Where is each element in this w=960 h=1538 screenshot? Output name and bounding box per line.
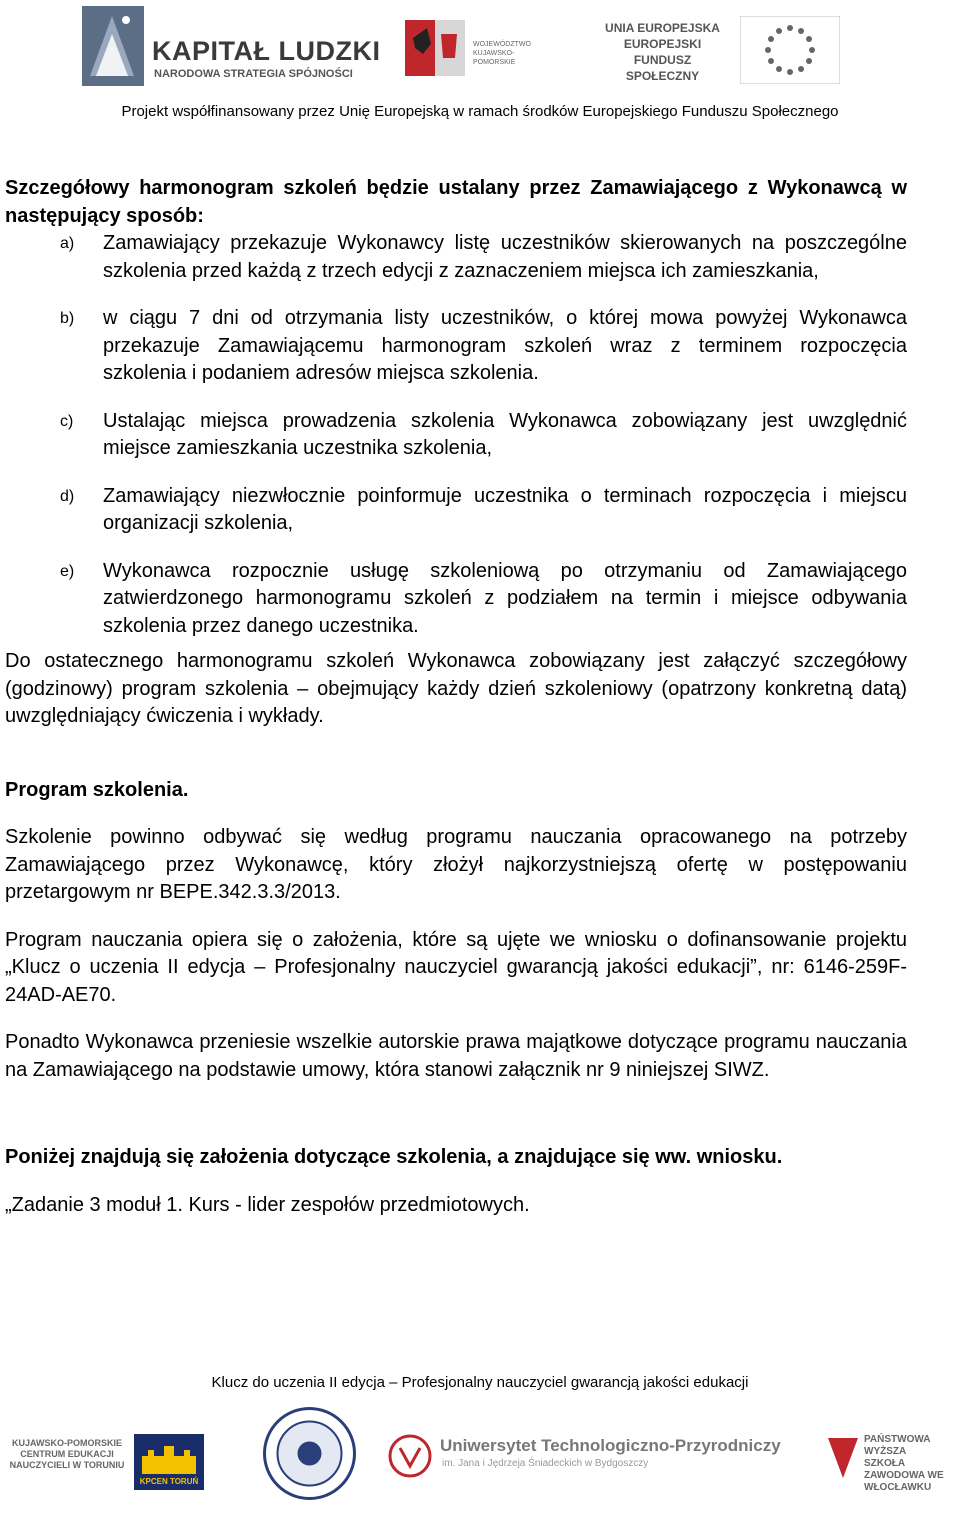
eu-line-1: UNIA EUROPEJSKA xyxy=(605,21,720,35)
list-item-e xyxy=(5,558,907,641)
list-item-d xyxy=(5,483,907,538)
header-tagline: Projekt współfinansowany przez Unię Europejską w ramach środków Europejskiego Funduszu Społecznego xyxy=(121,103,839,120)
kpcen-torun-logo xyxy=(134,1434,204,1490)
pwsz-mark-icon xyxy=(828,1438,858,1478)
assumptions-heading: Poniżej znajdują się założenia dotyczące szkolenia, a znajdujące się ww. wniosku. xyxy=(5,1146,783,1168)
umk-seal-logo xyxy=(262,1406,357,1501)
list-item-b xyxy=(5,305,907,388)
list-item-c xyxy=(5,408,907,463)
utp-name: Uniwersytet Technologiczno-Przyrodniczy xyxy=(440,1436,781,1455)
program-paragraph-2: Program nauczania opiera się o założenia, które są ujęte we wniosku o dofinansowanie projektu „Klucz o uczenia II edycja – Profesjonalny nauczyciel gwarancją jakości edukacji”, nr: 6146-259F-24AD-AE70. xyxy=(5,928,907,1006)
list-item-text: Zamawiający niezwłocznie poinformuje uczestnika o terminach rozpoczęcia i miejscu organizacji szkolenia, xyxy=(103,484,907,534)
pwsz-logo xyxy=(828,1434,948,1504)
eu-logo-text xyxy=(600,20,725,84)
kapital-ludzki-mark-icon xyxy=(82,6,144,86)
umk-seal-icon xyxy=(262,1406,357,1501)
list-item-text: Zamawiający przekazuje Wykonawcy listę uczestników skierowanych na poszczególne szkolenia przed każdą z trzech edycji z zaznaczeniem miejsca ich zamieszkania, xyxy=(103,232,907,282)
kpcen-center-logo-text: KUJAWSKO-POMORSKIE CENTRUM EDUKACJI NAUCZYCIELI W TORUNIU xyxy=(9,1438,125,1470)
document-body xyxy=(5,175,907,1219)
region-logo xyxy=(405,14,555,86)
program-paragraph-3: Ponadto Wykonawca przeniesie wszelkie autorskie prawa majątkowe dotyczące programu nauczania na Zamawiającego na podstawie umowy, która stanowi załącznik nr 9 niniejszej SIWZ. xyxy=(5,1031,907,1081)
kpcen-center-logo xyxy=(8,1438,126,1498)
eu-line-2: EUROPEJSKI xyxy=(623,37,702,51)
kapital-ludzki-logo xyxy=(82,6,382,88)
eu-line-3: FUNDUSZ SPOŁECZNY xyxy=(625,53,700,83)
footer-tagline: Klucz do uczenia II edycja – Profesjonalny nauczyciel gwarancją jakości edukacji xyxy=(211,1374,749,1391)
eu-logo xyxy=(600,14,870,86)
program-paragraph-1: Szkolenie powinno odbywać się według programu nauczania opracowanego na potrzeby Zamawiającego przez Wykonawcę, który złożył najkorzystniejszą ofertę w postępowaniu przetargowym nr BEPE.342.3.3/2013. xyxy=(5,826,907,903)
list-item-label: b) xyxy=(60,310,75,327)
list-item-label: a) xyxy=(60,235,75,252)
list-item-text: w ciągu 7 dni od otrzymania listy uczestników, o której mowa powyżej Wykonawca przekazuje Zamawiającemu harmonogram szkoleń wraz z terminem rozpoczęcia szkolenia i podaniem adresów miejsca szkolenia. xyxy=(103,307,907,384)
list-item-text: Wykonawca rozpocznie usługę szkoleniową po otrzymaniu od Zamawiającego zatwierdzonego harmonogramu szkoleń z podziałem na termin i miejsce odbywania szkolenia przez danego uczestnika. xyxy=(103,559,907,637)
list-item-label: e) xyxy=(60,562,75,580)
kapital-ludzki-title: KAPITAŁ LUDZKI xyxy=(152,36,381,66)
program-heading: Program szkolenia. xyxy=(5,778,189,801)
pwsz-logo-text: PAŃSTWOWA WYŻSZA SZKOŁA ZAWODOWA WE WŁOCŁAWKU xyxy=(864,1434,944,1493)
eu-flag-icon xyxy=(740,16,840,84)
list-item-a xyxy=(5,230,907,285)
task-line: „Zadanie 3 moduł 1. Kurs - lider zespołów przedmiotowych. xyxy=(5,1193,530,1216)
utp-subname: im. Jana i Jędrzeja Śniadeckich w Bydgoszczy xyxy=(442,1458,649,1469)
region-logo-text: WOJEWÓDZTWO KUJAWSKO-POMORSKIE xyxy=(473,41,531,66)
utp-emblem-icon xyxy=(388,1434,432,1478)
list-item-label: d) xyxy=(60,487,75,505)
kapital-ludzki-subtitle: NARODOWA STRATEGIA SPÓJNOŚCI xyxy=(154,68,353,80)
kpcen-torun-text: KPCEN TORUŃ xyxy=(139,1477,199,1486)
footer-logos xyxy=(0,1400,960,1538)
header-logos xyxy=(0,0,960,95)
utp-logo xyxy=(388,1432,781,1480)
program-detail-paragraph: Do ostatecznego harmonogramu szkoleń Wykonawca zobowiązany jest załączyć szczegółowy (godzinowy) program szkolenia – obejmujący każdy dzień szkoleniowy (opatrzony konkretną datą) uwzględniający ćwiczenia i wykłady. xyxy=(5,650,907,727)
list-item-text: Ustalając miejsca prowadzenia szkolenia Wykonawca zobowiązany jest uwzględnić miejsce zamieszkania uczestnika szkolenia, xyxy=(103,409,907,459)
region-crest-icon xyxy=(405,14,465,86)
list-item-label: c) xyxy=(60,412,74,430)
intro-paragraph: Szczegółowy harmonogram szkoleń będzie ustalany przez Zamawiającego z Wykonawcą w następujący sposób: xyxy=(5,177,907,227)
